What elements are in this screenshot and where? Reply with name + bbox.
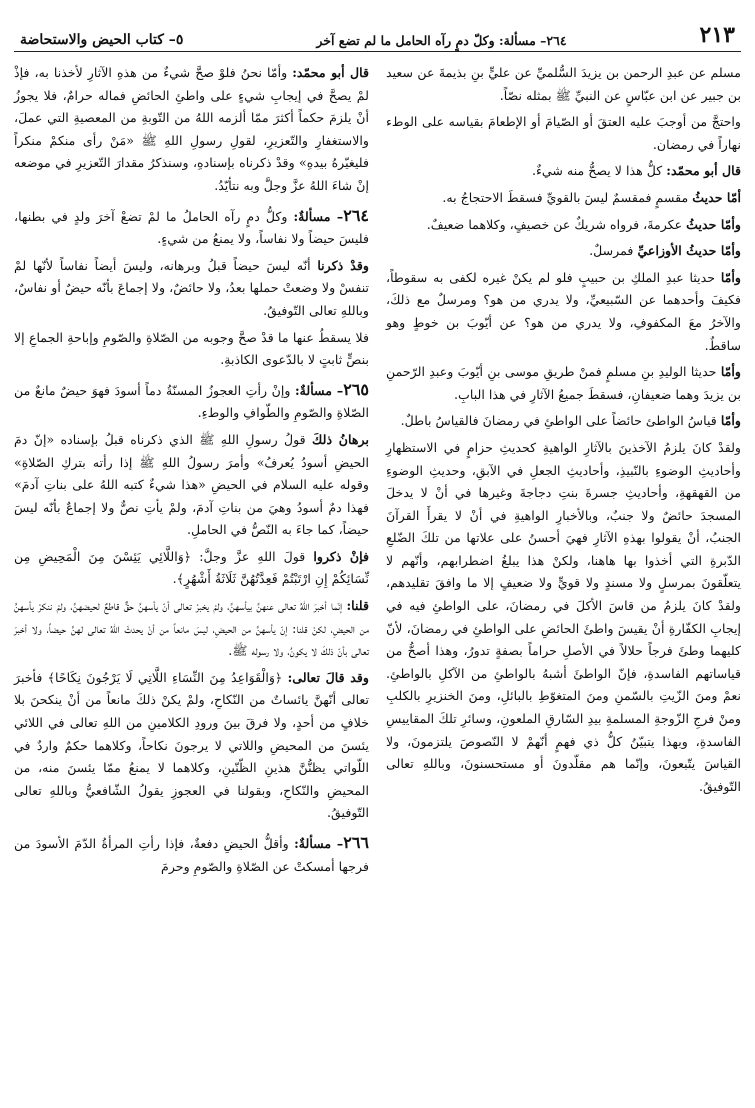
- paragraph: أمّا حديثُ مقسمٍ فمقسمٌ ليسَ بالقويِّ فسقطَ الاحتجاجُ به.: [442, 189, 741, 205]
- paragraph: فلا يسقطُ عنها ما قدْ صحَّ وجوبه من الصّلاةِ والصّومِ وإباحةِ الجماعِ إلا بنصٍّ ثابتٍ لا بالدّعوى الكاذبةِ.: [14, 329, 369, 368]
- paragraph: مسلم عن عبدِ الرحمن بن يزيدَ السُّلميِّ عن عليٍّ بنِ بذيمةَ عن سعيد بن جبير عن ابن عبّاسٍ عن النبيِّ ﷺ بمثله نصّاً.: [386, 65, 741, 103]
- paragraph: قلنا: إنّما أخبرَ اللهُ تعالى عنهنَّ بيأسهنَّ، ولمْ يخبرْ تعالى أنّ يأسهنَّ حقٌّ قاطعٌ لحيضهنَّ، ولمْ ننكرْ يأسهنَّ من الحيضِ، لكنْ قلنا: إنّ يأسهنَّ من الحيضِ، ليسَ مانعاً من أنْ يحدثَ اللهُ تعالى لهنَّ حيضاً، ولا أخبرَ تعالى بأنّ ذلكَ لا يكونُ، ولا رسوله ﷺ.: [14, 598, 369, 659]
- running-title: ٢٦٤– مسألة: وكلّ دمٍ رآه الحامل ما لم تضع آخر: [316, 33, 567, 48]
- paragraph: وقدْ ذكرنا أنّه ليسَ حيضاً قبلُ وبرهانه، وليسَ أيضاً نفاساً لأنّها لمْ تنفسْ ولا وضعتْ حملها بعدُ، ولا حائضٌ، ولا إجماعَ بأنّه حيضٌ أو نفاسٌ، وباللهِ تعالى التّوفيقُ.: [14, 257, 369, 318]
- paragraph: وأمّا حديثُ الأوزاعيِّ فمرسلٌ.: [589, 243, 741, 259]
- paragraph: قال أبو محمّد: وأمّا نحنُ فلوْ صحَّ شيءٌ من هذهِ الآثارِ لأخذنا به، فإذْ لمْ يصحَّ في إيجابِ شيءٍ على واطئِ الحائضِ فماله حرامٌ، فلا يجوزُ أنْ يلزمَ حكماً أكثرَ ممّا ألزمه اللهُ من التّوبةِ من المعصيةِ التي عملَ، والاستغفارِ والتّعزيرِ، لقولِ رسولِ اللهِ ﷺ «مَنْ رأى منكمْ منكراً فليغيّرهُ بيدهِ» وقدْ ذكرناه بإسنادهِ، وسنذكرُ مقدارَ التّعزيرِ في موضعه إنْ شاءَ اللهُ عزَّ وجلَّ وبه نتأيّدُ.: [14, 65, 369, 193]
- paragraph: وأمّا حديثا الوليدِ بنِ مسلمٍ فمنْ طريقِ موسى بنِ أيّوبَ وعبدِ الرّحمنِ بن يزيدَ وهما ضعيفانِ، فسقطَ جميعُ الآثارِ في هذا البابِ.: [386, 364, 741, 402]
- page-number: ٢١٣: [699, 22, 735, 48]
- masala-264: ٢٦٤– مسألةٌ: وكلُّ دمٍ رآه الحاملُ ما لمْ تضعْ آخرَ ولدٍ في بطنها، فليسَ حيضاً ولا نفاساً، ولا يمنعُ من شيءٍ.: [14, 205, 369, 247]
- paragraph: ولقدْ كانَ يلزمُ الآخذينَ بالآثارِ الواهيةِ كحديثِ حزامٍ في الاستظهارِ وأحاديثِ الوضوءِ بالنّبيذِ، وأحاديثِ الجعلِ في الآبقِ، وحديثِ الوضوءِ من القهقهةِ، وأحاديثِ جسرةَ بنتِ دجاجةَ وغيرها في أنْ لا يدخلَ المسجدَ حائضٌ ولا جنبٌ، وبالأخبارِ الواهيةِ في أنْ لا يقرأَ القرآنَ الجنبُ، أنْ يقولوا بهذهِ الآثارِ فهيَ أحسنُ على علاتها من تلكَ الضّلعِ الدّبرةِ التي أخذوا بها هاهنا، ولكنْ هذا يبلغُ اضطرابهم، وأنّهم لا يتعلّقونَ بمرسلٍ ولا مسندٍ ولا قويٍّ ولا ضعيفٍ إلا ما وافقَ تقليدهم، ولقدْ كانَ يلزمُ من قاسَ الأكلَ في رمضانَ، على الواطئِ فيه في إيجابِ الكفّارةِ أنْ يقيسَ واطئَ الحائضِ على الواطئِ في رمضانَ، لأنّ كليهما وطئَ فرجاً حلالاً في الأصلِ حراماً بصفةٍ تدورُ، وهذا أصحُّ من قياساتهم الفاسدةِ، فإنّ الواطئَ أشبهُ بالواطئِ من الآكلِ بالواطئِ. نعمْ ومنَ الزّيتِ بالسّمنِ ومنَ المتغوّطِ بالبائلِ، ومنَ الخنزيرِ بالكلبِ ومنْ فرجِ الزّوجةِ المسلمةِ بيدِ السّارقِ الملعونِ، وسائرِ تلكَ المقاييسِ الفاسدةِ، وبهذا يتبيّنُ كلُّ ذي فهمٍ أنّهمْ لا النّصوصَ يلتزمونَ، ولا القياسَ يتّبعونَ، وإنّما هم مقلّدونَ أو مستحسنونَ، وباللهِ تعالى التّوفيقُ.: [386, 439, 741, 794]
- paragraph: فإنْ ذكروا قولَ اللهِ عزَّ وجلَّ: ﴿وَاللَّائِي يَئِسْنَ مِنَ الْمَحِيضِ مِن نِّسَائِكُمْ إِنِ ارْتَبْتُمْ فَعِدَّتُهُنَّ ثَلَاثَةُ أَشْهُرٍ﴾.: [14, 548, 370, 587]
- paragraph: وأمّا حديثا عبدِ الملكِ بن حبيبٍ فلو لم يكنْ غيره لكفى به سقوطاً، فكيفَ وأحدهما عن السّبيعيِّ، ولا يدري من هو؟ ومرسلٌ مع ذلكَ، والآخرُ معَ المكفوفِ، ولا يدري من هو؟ عن أيّوبَ بن خوطٍ وهو ساقطٌ.: [386, 269, 741, 353]
- paragraph: وأمّا قياسُ الواطئ حائضاً على الواطئِ في رمضانَ فالقياسُ باطلٌ.: [400, 413, 741, 429]
- right-column: [386, 62, 741, 882]
- paragraph: برهانُ ذلكَ قولُ رسولِ اللهِ ﷺ الذي ذكرناه قبلُ بإسناده «إنّ دمَ الحيضِ أسودُ يُعرفُ» وأمرَ رسولُ اللهِ ﷺ إذا رأته بتركِ الصّلاةِ» وقوله عليه السلام في الحيضِ «هذا شيءٌ كتبه اللهُ على بناتِ آدمَ» فهذا دمٌ أسودُ وهيَ من بناتِ آدمَ، ولمْ يأتِ نصٌّ ولا إجماعٌ بأنّه ليسَ حيضاً، كما جاءَ به النّصُّ في الحاملِ.: [14, 431, 369, 538]
- masala-265: ٢٦٥– مسألةٌ: وإنْ رأتِ العجوزُ المسنّةُ دماً أسودَ فهوَ حيضٌ مانعٌ من الصّلاةِ والصّومِ والطّوافِ والوطءِ.: [14, 379, 369, 421]
- paragraph: قال أبو محمّد: كلُّ هذا لا يصحُّ منه شيءٌ.: [531, 163, 741, 179]
- paragraph: واحتجَّ من أوجبَ عليه العتقَ أو الصّيامَ أو الإطعامَ بقياسه على الوطء نهاراً في رمضان.: [386, 114, 741, 152]
- paragraph: وقد قالَ تعالى: ﴿وَالْقَوَاعِدُ مِنَ النِّسَاءِ اللَّاتِي لَا يَرْجُونَ نِكَاحًا﴾ فأخبرَ تعالى أنّهنَّ يائساتٌ من النّكاحِ، ولمْ يكنْ ذلكَ مانعاً من أنْ ينكحنَ بلا خلافٍ من أحدٍ، ولا فرقَ بينَ ورودِ الكلامينِ من اللهِ تعالى في اللائي يئسنَ من المحيضِ واللاتي لا يرجونَ نكاحاً، وكلاهما حكمٌ واردٌ في اللّواتي يظنُّنَّ هذينِ الظّنّينِ، وكلاهما لا يمنعُ ممّا يئسنَ منه، من المحيضِ والنّكاحِ، وبقولنا في العجوزِ يقولُ الشّافعيُّ وباللهِ تعالى التّوفيقُ.: [14, 669, 370, 821]
- two-column-body: [14, 62, 741, 882]
- paragraph: وأمّا حديثُ عكرمةَ، فرواه شريكٌ عن خصيفٍ، وكلاهما ضعيفٌ.: [426, 216, 741, 232]
- left-column: [14, 62, 369, 882]
- book-title: ٥– كتاب الحيض والاستحاضة: [20, 32, 184, 48]
- page-header: [14, 14, 741, 52]
- masala-266: ٢٦٦– مسألةٌ: وأقلُّ الحيضِ دفعةٌ، فإذا رأتِ المرأةُ الدّمَ الأسودَ من فرجها أمسكتْ عن الصّلاةِ والصّومِ وحرمَ: [14, 833, 369, 874]
